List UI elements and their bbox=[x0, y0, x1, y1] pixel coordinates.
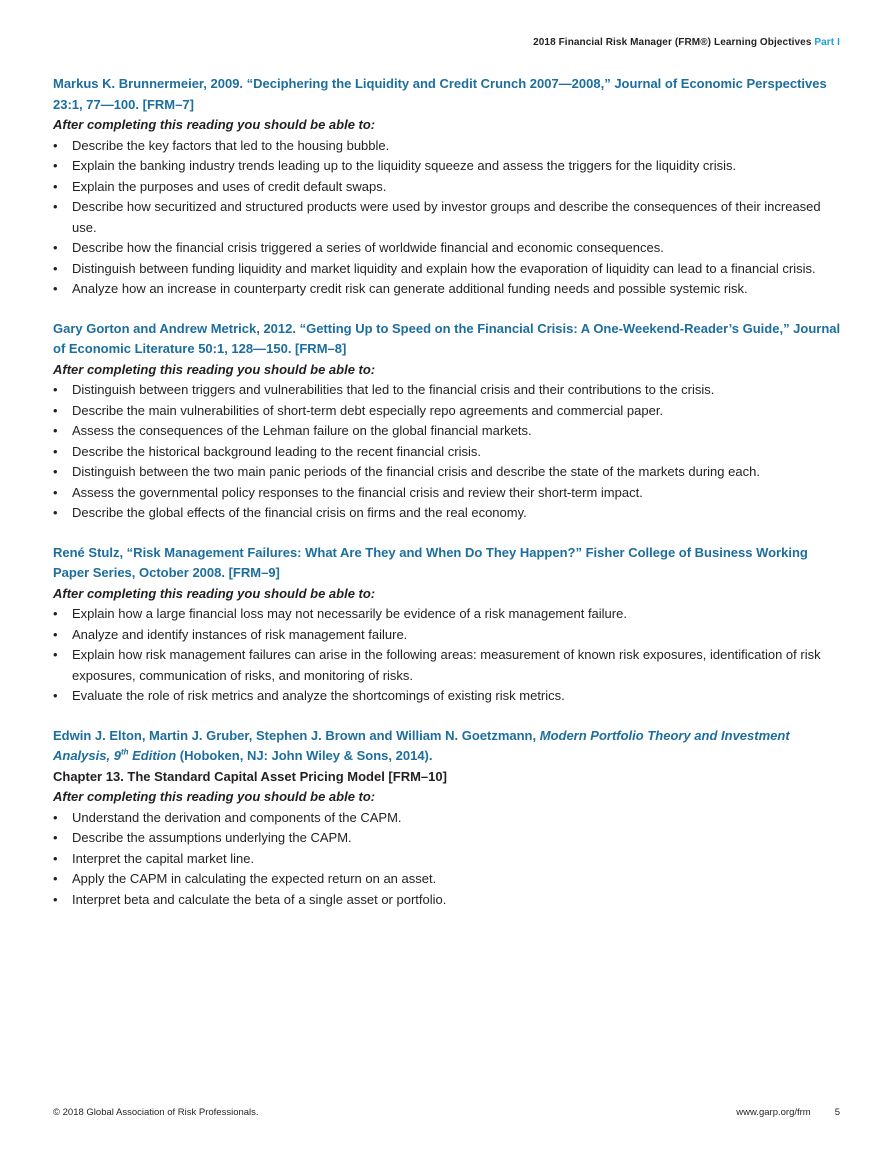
header-title: 2018 Financial Risk Manager (FRM®) Learning Objectives bbox=[533, 37, 812, 48]
objective-item: • Distinguish between triggers and vulnerabilities that led to the financial crisis and their contributions to the crisis. bbox=[53, 380, 843, 401]
reading-intro: After completing this reading you should be able to: bbox=[53, 789, 376, 804]
objective-item: • Explain the purposes and uses of credit default swaps. bbox=[53, 177, 843, 198]
objective-item: • Describe how securitized and structured products were used by investor groups and describe the consequences of their increased use. bbox=[53, 197, 843, 238]
objective-item: • Evaluate the role of risk metrics and analyze the shortcomings of existing risk metrics. bbox=[53, 686, 843, 707]
objective-item: • Describe the assumptions underlying the CAPM. bbox=[53, 828, 843, 849]
objective-item: • Describe the global effects of the financial crisis on firms and the real economy. bbox=[53, 503, 843, 524]
footer-url[interactable]: www.garp.org/frm bbox=[736, 1107, 811, 1118]
reading-publisher: (Hoboken, NJ: John Wiley & Sons, 2014). bbox=[176, 748, 433, 763]
objective-item: • Describe the historical background leading to the recent financial crisis. bbox=[53, 442, 843, 463]
objective-item: • Interpret beta and calculate the beta of a single asset or portfolio. bbox=[53, 890, 843, 911]
reading-reference bbox=[53, 726, 843, 767]
reading-reference: René Stulz, “Risk Management Failures: What Are They and When Do They Happen?” Fisher College of Business Working Paper Series, October 2008. [FRM–9] bbox=[53, 544, 808, 580]
objective-item: • Distinguish between funding liquidity and market liquidity and explain how the evaporation of liquidity can lead to a financial crisis. bbox=[53, 259, 843, 280]
footer-copyright: © 2018 Global Association of Risk Professionals. bbox=[53, 1107, 259, 1118]
reading-book-title: Modern Portfolio Theory and Investment Analysis, 9 bbox=[53, 727, 790, 763]
objective-item: • Interpret the capital market line. bbox=[53, 849, 843, 870]
objective-item: • Explain how risk management failures can arise in the following areas: measurement of known risk exposures, identification of risk exposures, communication of risks, and monitoring of risks. bbox=[53, 645, 843, 686]
objective-item: • Understand the derivation and components of the CAPM. bbox=[53, 808, 843, 829]
objectives-list bbox=[53, 808, 843, 911]
reading-intro: After completing this reading you should be able to: bbox=[53, 117, 376, 132]
objective-item: • Apply the CAPM in calculating the expected return on an asset. bbox=[53, 869, 843, 890]
page-number: 5 bbox=[834, 1107, 840, 1118]
header-part: Part I bbox=[814, 37, 840, 48]
reading-gorton-metrick bbox=[53, 319, 843, 524]
reading-edition-superscript: th bbox=[120, 747, 129, 757]
objective-item: • Assess the governmental policy responses to the financial crisis and review their short-term impact. bbox=[53, 483, 843, 504]
objective-item: • Assess the consequences of the Lehman failure on the global financial markets. bbox=[53, 421, 843, 442]
objectives-list bbox=[53, 380, 843, 524]
objectives-list bbox=[53, 604, 843, 707]
objective-item: • Describe the main vulnerabilities of short-term debt especially repo agreements and commercial paper. bbox=[53, 401, 843, 422]
objective-item: • Distinguish between the two main panic periods of the financial crisis and describe the state of the markets during each. bbox=[53, 462, 843, 483]
objective-item: • Describe how the financial crisis triggered a series of worldwide financial and economic consequences. bbox=[53, 238, 843, 259]
objective-item: • Describe the key factors that led to the housing bubble. bbox=[53, 136, 843, 157]
reading-intro: After completing this reading you should be able to: bbox=[53, 585, 376, 601]
reading-reference: Markus K. Brunnermeier, 2009. “Deciphering the Liquidity and Credit Crunch 2007—2008,” Journal of Economic Perspectives 23:1, 77—100. [FRM–7] bbox=[53, 76, 827, 112]
reading-intro: After completing this reading you should be able to: bbox=[53, 361, 376, 377]
reading-stulz bbox=[53, 543, 843, 707]
reading-edition: Edition bbox=[128, 748, 177, 763]
objective-item: • Explain the banking industry trends leading up to the liquidity squeeze and assess the triggers for the liquidity crisis. bbox=[53, 156, 843, 177]
page-header bbox=[533, 37, 840, 48]
objective-item: • Analyze how an increase in counterparty credit risk can generate additional funding needs and possible systemic risk. bbox=[53, 279, 843, 300]
reading-authors: Edwin J. Elton, Martin J. Gruber, Stephen J. Brown and William N. Goetzmann, bbox=[53, 727, 540, 743]
objective-item: • Explain how a large financial loss may not necessarily be evidence of a risk management failure. bbox=[53, 604, 843, 625]
objectives-list bbox=[53, 136, 843, 300]
reading-brunnermeier bbox=[53, 74, 843, 300]
page-content bbox=[53, 74, 843, 929]
page-footer-right bbox=[736, 1107, 840, 1118]
reading-reference: Gary Gorton and Andrew Metrick, 2012. “Getting Up to Speed on the Financial Crisis: A One-Weekend-Reader’s Guide,” Journal of Economic Literature 50:1, 128—150. [FRM–8] bbox=[53, 320, 841, 356]
reading-elton-gruber bbox=[53, 726, 843, 911]
reading-chapter: Chapter 13. The Standard Capital Asset Pricing Model [FRM–10] bbox=[53, 768, 447, 784]
objective-item: • Analyze and identify instances of risk management failure. bbox=[53, 625, 843, 646]
